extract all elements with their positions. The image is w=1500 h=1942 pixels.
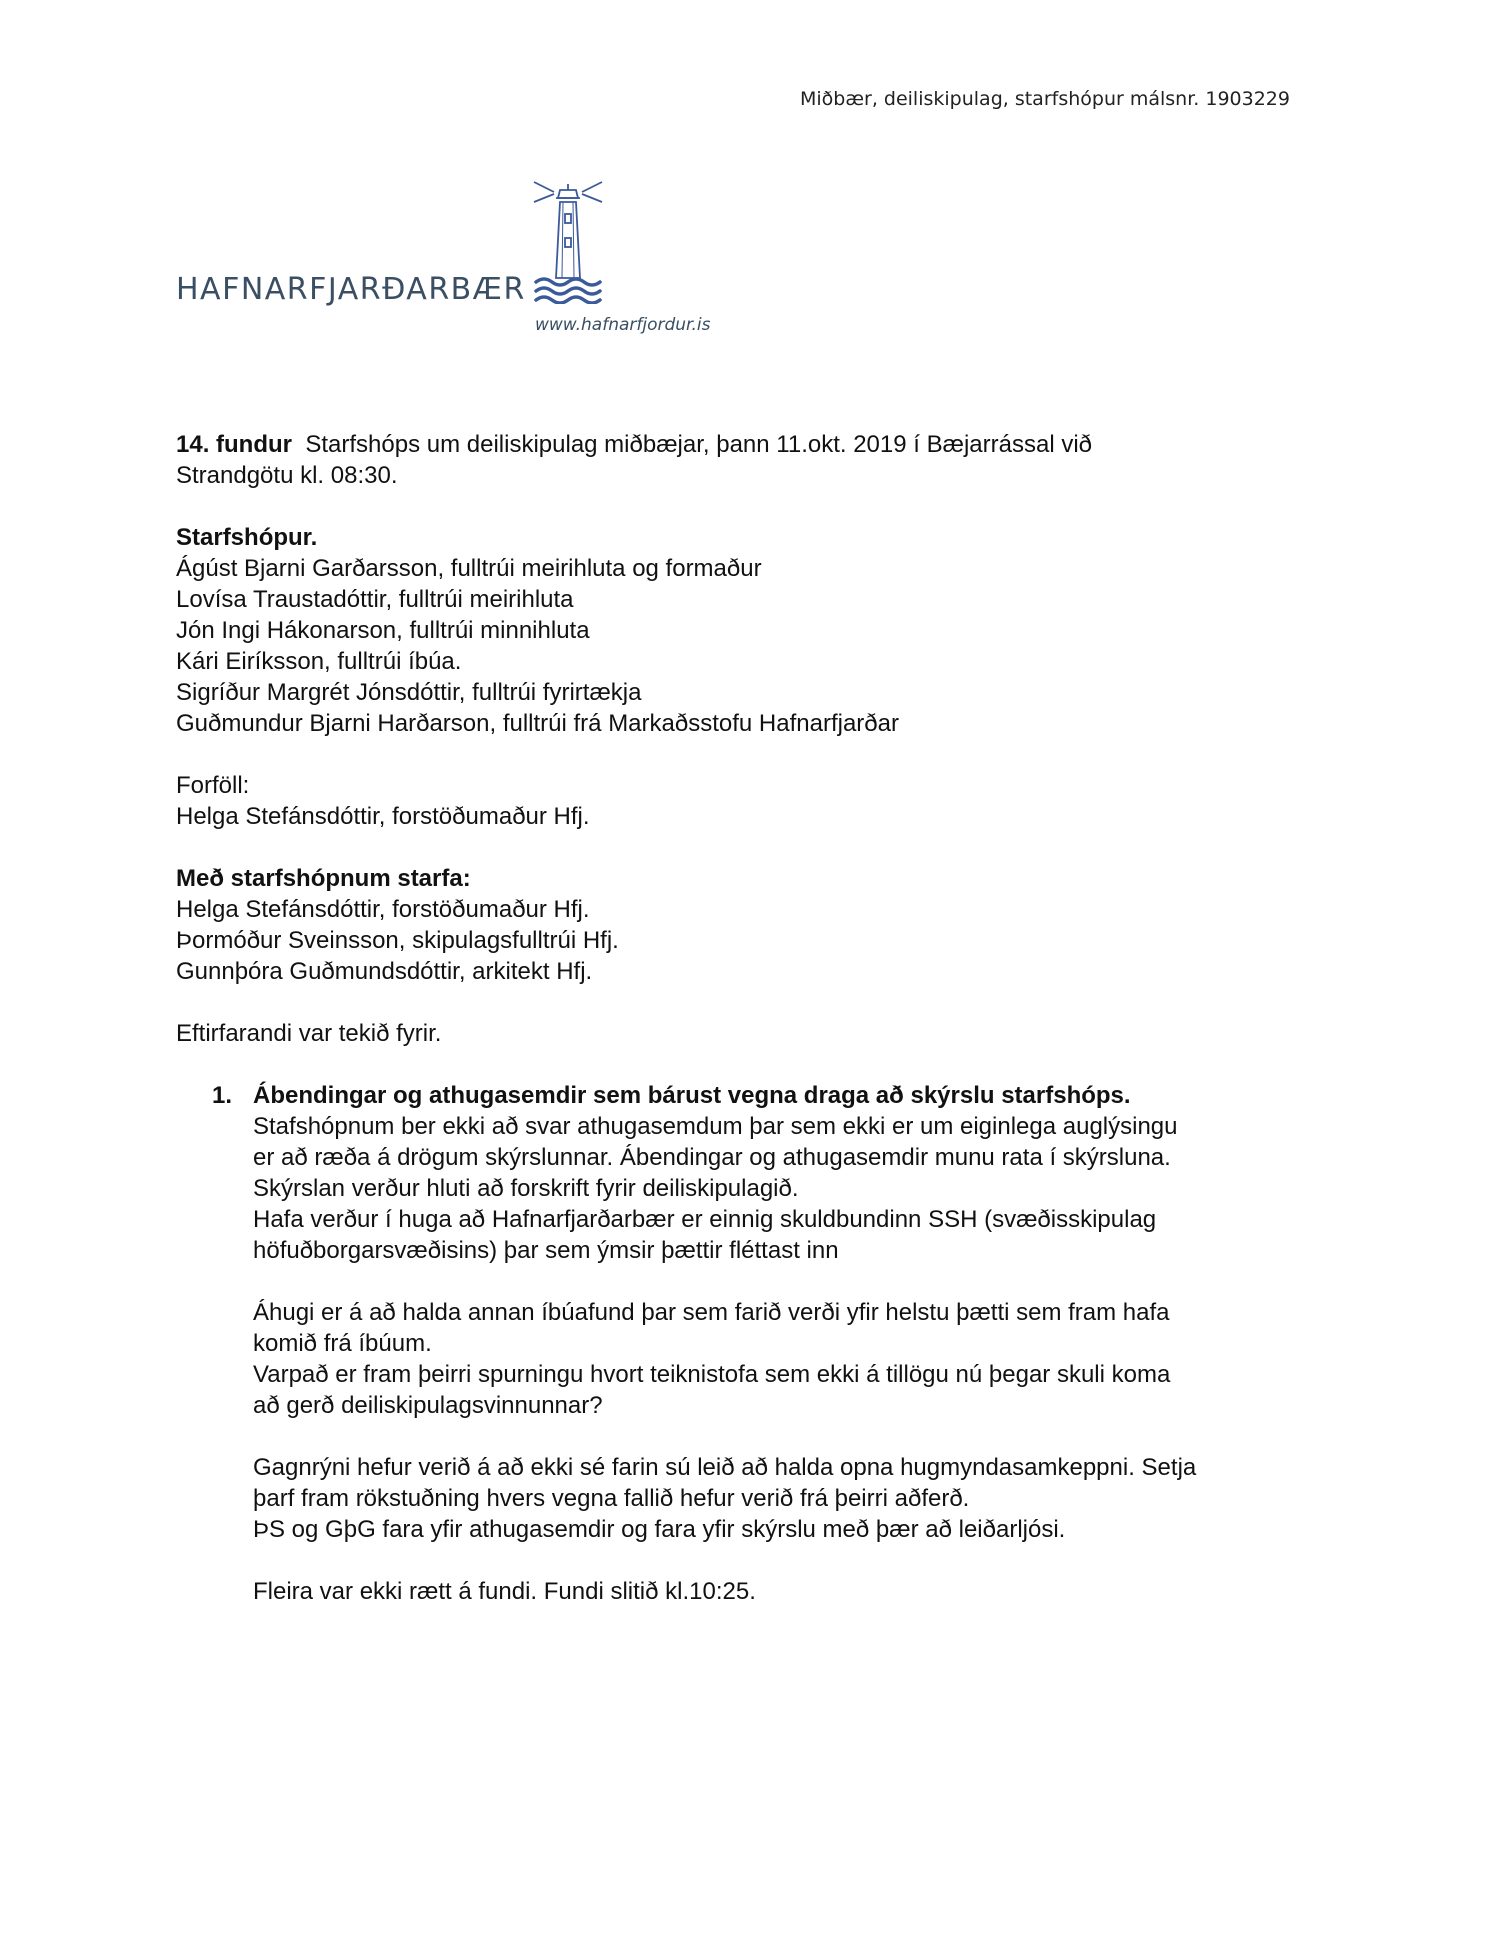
group-member: Lovísa Traustadóttir, fulltrúi meirihluta <box>176 586 574 613</box>
agenda-item-number: 1. <box>212 1082 233 1109</box>
agenda-item-line: Gagnrýni hefur verið á að ekki sé farin sú leið að halda opna hugmyndasamkeppni. Setja <box>253 1454 1197 1481</box>
hafnarfjordur-logo <box>176 180 736 350</box>
meeting-intro <box>176 429 1336 460</box>
meeting-number: 14. fundur <box>176 431 293 458</box>
agenda-item-line: höfuðborgarsvæðisins) þar sem ýmsir þættir fléttast inn <box>253 1237 839 1264</box>
agenda-item-line: Varpað er fram þeirri spurningu hvort teiknistofa sem ekki á tillögu nú þegar skuli koma <box>253 1361 1171 1388</box>
agenda-item-line: Áhugi er á að halda annan íbúafund þar sem farið verði yfir helstu þætti sem fram hafa <box>253 1299 1170 1326</box>
agenda-item-line: er að ræða á drögum skýrslunnar. Ábendingar og athugasemdir munu rata í skýrsluna. <box>253 1144 1171 1171</box>
case-reference: Miðbær, deiliskipulag, starfshópur málsnr. 1903229 <box>800 88 1290 110</box>
agenda-intro: Eftirfarandi var tekið fyrir. <box>176 1020 442 1047</box>
logo-url: www.hafnarfjordur.is <box>535 315 711 335</box>
absent-heading: Forföll: <box>176 772 250 799</box>
group-member: Guðmundur Bjarni Harðarson, fulltrúi frá Markaðsstofu Hafnarfjarðar <box>176 710 899 737</box>
meeting-minutes <box>176 429 1336 1607</box>
logo-name: HAFNARFJARÐARBÆR <box>176 272 526 307</box>
agenda-item-line: komið frá íbúum. <box>253 1330 432 1357</box>
group-member: Jón Ingi Hákonarson, fulltrúi minnihluta <box>176 617 590 644</box>
absent-member: Helga Stefánsdóttir, forstöðumaður Hfj. <box>176 803 590 830</box>
agenda-item-line: að gerð deiliskipulagsvinnunnar? <box>253 1392 603 1419</box>
group-member: Ágúst Bjarni Garðarsson, fulltrúi meirihluta og formaður <box>176 555 762 582</box>
agenda-item-line: Stafshópnum ber ekki að svar athugasemdum þar sem ekki er um eiginlega auglýsingu <box>253 1113 1178 1140</box>
agenda-item-line: ÞS og GþG fara yfir athugasemdir og fara yfir skýrslu með þær að leiðarljósi. <box>253 1516 1066 1543</box>
agenda-item-title: Ábendingar og athugasemdir sem bárust vegna draga að skýrslu starfshóps. <box>253 1082 1131 1109</box>
meeting-text-line1: Starfshóps um deiliskipulag miðbæjar, þann 11.okt. 2019 í Bæjarrással við <box>305 431 1092 458</box>
lighthouse-icon <box>532 180 604 304</box>
meeting-text-line2: Strandgötu kl. 08:30. <box>176 462 398 489</box>
staff-member: Gunnþóra Guðmundsdóttir, arkitekt Hfj. <box>176 958 593 985</box>
agenda-item-line: Hafa verður í huga að Hafnarfjarðarbær er einnig skuldbundinn SSH (svæðisskipulag <box>253 1206 1157 1233</box>
meeting-closing: Fleira var ekki rætt á fundi. Fundi slitið kl.10:25. <box>253 1578 756 1605</box>
staff-heading: Með starfshópnum starfa: <box>176 865 471 892</box>
staff-member: Helga Stefánsdóttir, forstöðumaður Hfj. <box>176 896 590 923</box>
staff-member: Þormóður Sveinsson, skipulagsfulltrúi Hfj. <box>176 927 619 954</box>
group-heading: Starfshópur. <box>176 524 318 551</box>
agenda-item-line: Skýrslan verður hluti að forskrift fyrir deiliskipulagið. <box>253 1175 799 1202</box>
agenda-item-1 <box>176 1080 1336 1607</box>
group-member: Kári Eiríksson, fulltrúi íbúa. <box>176 648 462 675</box>
group-member: Sigríður Margrét Jónsdóttir, fulltrúi fyrirtækja <box>176 679 642 706</box>
agenda-item-line: þarf fram rökstuðning hvers vegna fallið hefur verið frá þeirri aðferð. <box>253 1485 970 1512</box>
